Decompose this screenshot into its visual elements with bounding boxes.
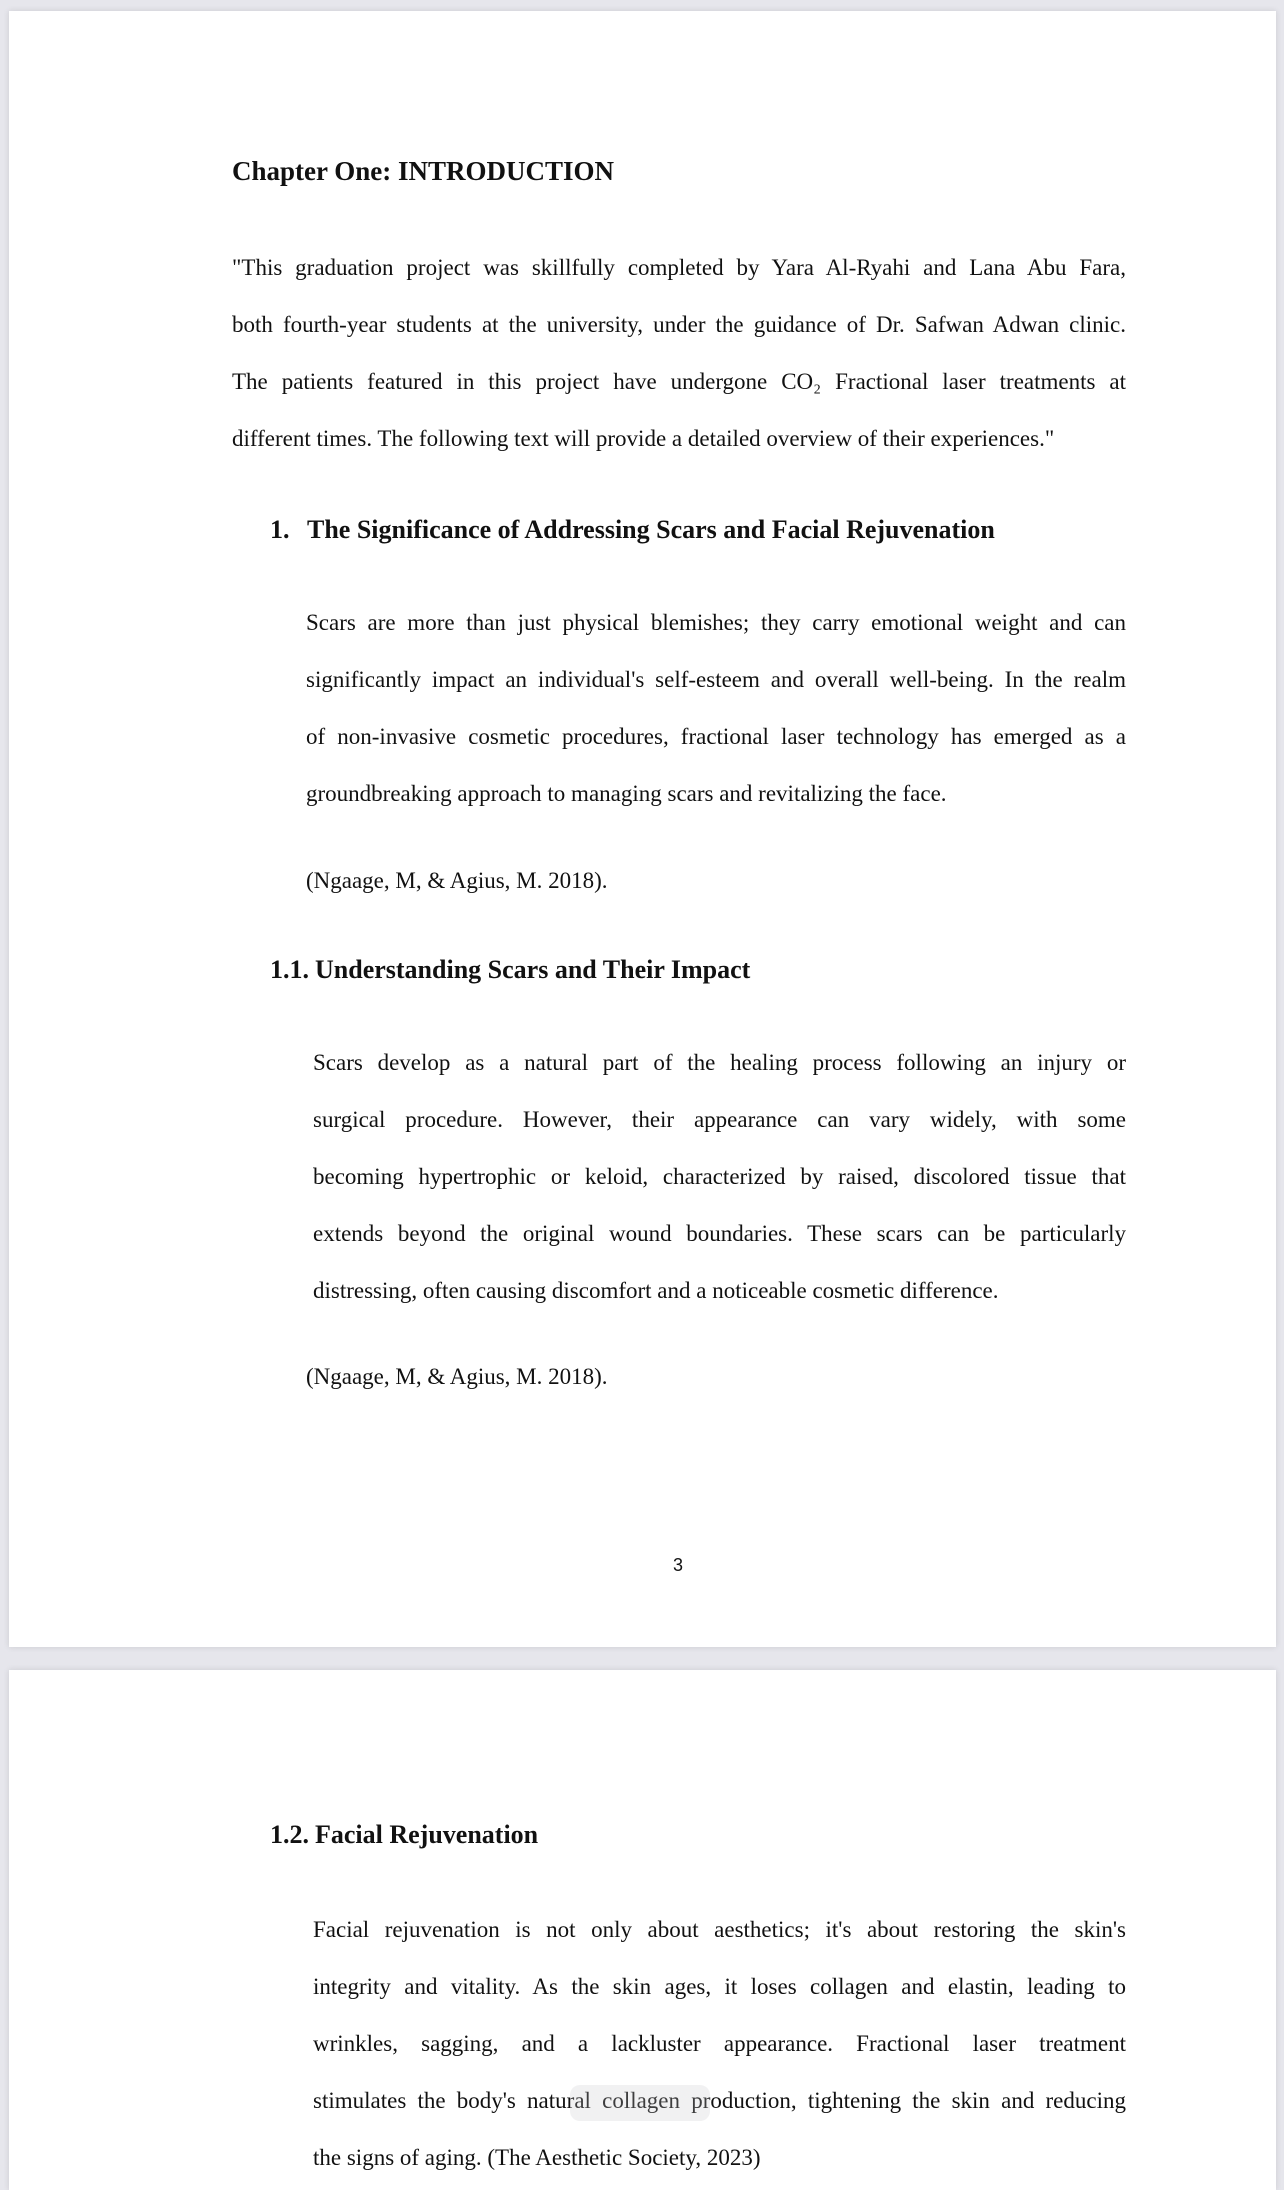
section-1-2-line: wrinkles, sagging, and a lackluster appearance. Fractional laser treatment [313, 2031, 1126, 2056]
section-1-1-number: 1.1. [270, 955, 309, 984]
section-1-2-line: stimulates the body's natural collagen production, tightening the skin and reducing [313, 2088, 1126, 2113]
section-1-2-title: Facial Rejuvenation [315, 1820, 539, 1849]
section-1-1-title: Understanding Scars and Their Impact [315, 955, 751, 984]
page-number: 3 [673, 1555, 684, 1575]
section-1-1-line: extends beyond the original wound boundaries. These scars can be particularly [313, 1221, 1126, 1246]
section-1-line: significantly impact an individual's self-esteem and overall well-being. In the realm [306, 667, 1126, 692]
intro-line: The patients featured in this project have undergone CO₂ Fractional laser treatments at [232, 369, 1126, 394]
section-1-2-line: integrity and vitality. As the skin ages, it loses collagen and elastin, leading to [313, 1974, 1126, 1999]
section-1-line: of non-invasive cosmetic procedures, fractional laser technology has emerged as a [306, 724, 1126, 749]
section-1-citation: (Ngaage, M, & Agius, M. 2018). [306, 868, 608, 893]
section-1-line: groundbreaking approach to managing scars and revitalizing the face. [306, 781, 947, 806]
section-1-title: The Significance of Addressing Scars and Facial Rejuvenation [307, 515, 995, 544]
intro-line: "This graduation project was skillfully completed by Yara Al-Ryahi and Lana Abu Fara, [232, 255, 1126, 280]
section-1-2-line: the signs of aging. (The Aesthetic Society, 2023) [313, 2145, 761, 2170]
watermark-logo-icon [570, 2085, 710, 2121]
section-1-1-line: becoming hypertrophic or keloid, characterized by raised, discolored tissue that [313, 1164, 1126, 1189]
section-1-number: 1. [270, 515, 290, 544]
intro-line: both fourth-year students at the university, under the guidance of Dr. Safwan Adwan clinic. [232, 312, 1126, 337]
section-1-1-line: surgical procedure. However, their appearance can vary widely, with some [313, 1107, 1126, 1132]
intro-line: different times. The following text will provide a detailed overview of their experiences." [232, 426, 1055, 451]
section-1-1-citation: (Ngaage, M, & Agius, M. 2018). [306, 1364, 608, 1389]
section-1-1-line: Scars develop as a natural part of the healing process following an injury or [313, 1050, 1126, 1075]
section-1-2-number: 1.2. [270, 1820, 309, 1849]
section-1-1-line: distressing, often causing discomfort and a noticeable cosmetic difference. [313, 1278, 999, 1303]
chapter-title: Chapter One: INTRODUCTION [232, 156, 615, 186]
section-1-line: Scars are more than just physical blemishes; they carry emotional weight and can [306, 610, 1126, 635]
section-1-2-line: Facial rejuvenation is not only about aesthetics; it's about restoring the skin's [313, 1917, 1126, 1942]
